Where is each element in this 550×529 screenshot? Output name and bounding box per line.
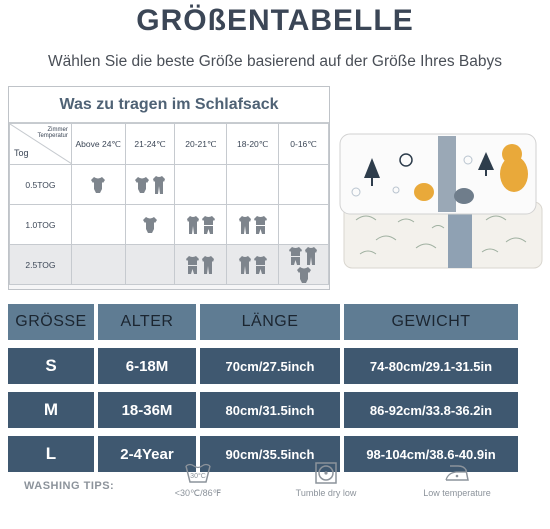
- tog-cell: [175, 165, 227, 205]
- length-cell: 80cm/31.5inch: [200, 392, 340, 428]
- page-subtitle: Wählen Sie die beste Größe basierend auf der Größe Ihres Babys: [47, 53, 503, 70]
- pajama-icon: [304, 246, 318, 266]
- wash-30-icon: [184, 462, 212, 484]
- tog-row-label: 1.0TOG: [10, 205, 72, 245]
- bodysuit-icon: [142, 216, 158, 234]
- header-length: LÄNGE: [200, 304, 340, 340]
- tog-cell: [125, 205, 175, 245]
- header-age: ALTER: [98, 304, 196, 340]
- two-piece-pajama-icon: [289, 246, 302, 266]
- header-weight: GEWICHT: [344, 304, 518, 340]
- tog-cell: [125, 245, 175, 285]
- iron-low-caption: Low temperature: [423, 488, 491, 498]
- tog-cell: [279, 205, 329, 245]
- tumble-dry-item: [288, 462, 364, 498]
- pajama-icon: [238, 255, 252, 275]
- tog-row-label: 2.5TOG: [10, 245, 72, 285]
- corner-tog-label: Tog: [14, 148, 29, 158]
- temp-header: 20-21℃: [175, 124, 227, 165]
- iron-low-icon: [442, 462, 472, 484]
- tumble-dry-caption: Tumble dry low: [295, 488, 357, 498]
- two-piece-pajama-icon: [254, 255, 267, 275]
- age-cell: 2-4Year: [98, 436, 196, 472]
- corner-room-temperature-label: Zimmer Temperatur: [37, 127, 68, 139]
- two-piece-pajama-icon: [186, 255, 199, 275]
- tog-cell: [125, 165, 175, 205]
- pajama-icon: [186, 215, 200, 235]
- temp-header: 21-24℃: [125, 124, 175, 165]
- tog-cell: [279, 245, 329, 285]
- pajama-icon: [152, 175, 166, 195]
- bodysuit-icon: [296, 266, 312, 284]
- sleeping-bag-product-image: [336, 130, 546, 278]
- length-cell: 90cm/35.5inch: [200, 436, 340, 472]
- pajama-icon: [238, 215, 252, 235]
- bodysuit-icon: [134, 176, 150, 194]
- weight-cell: 86-92cm/33.8-36.2in: [344, 392, 518, 428]
- bodysuit-icon: [90, 176, 106, 194]
- tog-cell: [175, 245, 227, 285]
- tog-cell: [227, 205, 279, 245]
- size-cell: L: [8, 436, 94, 472]
- weight-cell: 98-104cm/38.6-40.9in: [344, 436, 518, 472]
- tog-cell: [71, 245, 125, 285]
- size-cell: S: [8, 348, 94, 384]
- tog-cell: [227, 245, 279, 285]
- temp-header: 18-20℃: [227, 124, 279, 165]
- iron-low-item: [414, 462, 500, 498]
- size-cell: M: [8, 392, 94, 428]
- tog-table: [9, 123, 329, 285]
- tog-cell: [71, 165, 125, 205]
- tog-corner-cell: [10, 124, 72, 165]
- tog-cell: [175, 205, 227, 245]
- page-title: GRÖßENTABELLE: [136, 4, 414, 37]
- pajama-icon: [201, 255, 215, 275]
- two-piece-pajama-icon: [202, 215, 215, 235]
- wash-30-caption: <30℃/86℉: [174, 488, 222, 498]
- tog-row-label: 0.5TOG: [10, 165, 72, 205]
- temp-header: 0-16℃: [279, 124, 329, 165]
- age-cell: 18-36M: [98, 392, 196, 428]
- wash-30-item: [168, 462, 228, 499]
- washing-tips-label: WASHING TIPS:: [24, 480, 115, 492]
- tog-cell: [279, 165, 329, 205]
- age-cell: 6-18M: [98, 348, 196, 384]
- tog-cell: [227, 165, 279, 205]
- length-cell: 70cm/27.5inch: [200, 348, 340, 384]
- two-piece-pajama-icon: [254, 215, 267, 235]
- svg-text:30°C: 30°C: [190, 473, 206, 480]
- weight-cell: 74-80cm/29.1-31.5in: [344, 348, 518, 384]
- tog-chart-heading: Was zu tragen im Schlafsack: [9, 87, 329, 123]
- washing-tips: [0, 462, 550, 529]
- header-size: GRÖSSE: [8, 304, 94, 340]
- temp-header: Above 24℃: [71, 124, 125, 165]
- tumble-dry-low-icon: [314, 462, 338, 484]
- tog-chart: [8, 86, 330, 290]
- tog-cell: [71, 205, 125, 245]
